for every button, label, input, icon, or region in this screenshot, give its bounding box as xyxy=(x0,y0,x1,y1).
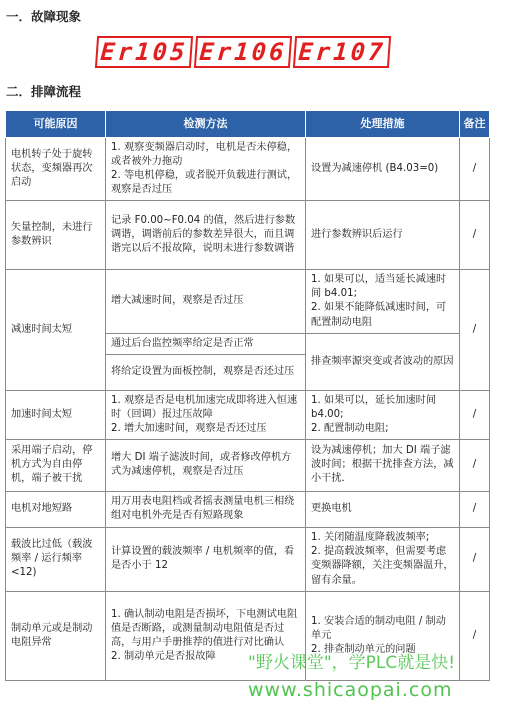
table-row xyxy=(6,138,490,201)
table-row xyxy=(6,439,490,491)
cell-method: 计算设置的载波频率 / 电机频率的值，看是否小于 12 xyxy=(106,527,306,591)
cell-method: 增大 DI 端子滤波时间，或者修改停机方式为减速停机，观察是否过压 xyxy=(106,439,306,491)
section-title-phenomenon: 一．故障现象 xyxy=(6,9,82,24)
cell-measure: 1. 如果可以，延长加速时间b4.00; 2. 配置制动电阻; xyxy=(306,390,460,439)
cell-cause: 电机转子处于旋转状态，变频器再次启动 xyxy=(6,138,106,201)
table-row xyxy=(6,390,490,439)
cell-method: 1. 确认制动电阻是否损坏，下电测试电阻值是否断路，或测量制动电阻值是否过高，与用户手册推荐的值进行对比确认 2. 制动单元是否报故障 xyxy=(106,591,306,680)
cell-cause: 电机对地短路 xyxy=(6,491,106,527)
cell-measure: 排查频率源突变或者波动的原因 xyxy=(306,333,460,390)
cell-measure: 更换电机 xyxy=(306,491,460,527)
cell-method: 增大减速时间，观察是否过压 xyxy=(106,270,306,333)
header-measure: 处理措施 xyxy=(306,111,460,138)
header-method: 检测方法 xyxy=(106,111,306,138)
cell-note: / xyxy=(460,270,490,390)
cell-method: 通过后台监控频率给定是否正常 xyxy=(106,333,306,354)
cell-cause: 采用端子启动，停机方式为自由停机，端子被干扰 xyxy=(6,439,106,491)
cell-cause: 矢量控制，未进行参数辨识 xyxy=(6,201,106,270)
error-code-display: Er106 xyxy=(194,36,292,68)
cell-method: 1. 观察变频器启动时，电机是否未停稳，或者被外力拖动 2. 等电机停稳，或者脱开负载进行测试，观察是否过压 xyxy=(106,138,306,201)
cell-note: / xyxy=(460,491,490,527)
cell-measure: 设置为减速停机 (B4.03=0) xyxy=(306,138,460,201)
cell-note: / xyxy=(460,138,490,201)
table-row xyxy=(6,270,490,333)
cell-measure: 1. 安装合适的制动电阻 / 制动单元 2. 排查制动单元的问题 xyxy=(306,591,460,680)
error-code-row xyxy=(96,36,390,68)
cell-measure: 1. 如果可以，适当延长减速时间 b4.01; 2. 如果不能降低减速时间，可配置制动电阻 xyxy=(306,270,460,333)
table-row xyxy=(6,201,490,270)
cell-cause: 载波比过低（载波频率 / 运行频率<12) xyxy=(6,527,106,591)
table-row xyxy=(6,527,490,591)
cell-method: 用万用表电阻档或者摇表测量电机三相绕组对电机外壳是否有短路现象 xyxy=(106,491,306,527)
cell-note: / xyxy=(460,201,490,270)
cell-note: / xyxy=(460,591,490,680)
cell-note: / xyxy=(460,439,490,491)
cell-measure: 1. 关闭随温度降载波频率; 2. 提高载波频率，但需要考虑变频器降额，关注变频器温升，留有余量。 xyxy=(306,527,460,591)
table-row xyxy=(6,491,490,527)
watermark-slogan: "野火课堂"，学PLC就是快! xyxy=(248,653,456,673)
cell-note: / xyxy=(460,527,490,591)
error-code-display: Er107 xyxy=(293,36,391,68)
cell-note: / xyxy=(460,390,490,439)
header-note: 备注 xyxy=(460,111,490,138)
cell-measure: 设为减速停机；加大 DI 端子滤波时间；根据干扰排查方法，减小干扰． xyxy=(306,439,460,491)
error-code-display: Er105 xyxy=(95,36,193,68)
troubleshooting-table xyxy=(5,110,490,681)
cell-cause: 制动单元或是制动电阻异常 xyxy=(6,591,106,680)
cell-method: 将给定设置为面板控制，观察是否还过压 xyxy=(106,354,306,390)
cell-method: 记录 F0.00~F0.04 的值，然后进行参数调谐，调谐前后的参数差异很大，而且调谐完以后不报故障，说明未进行参数调谐 xyxy=(106,201,306,270)
cell-method: 1. 观察是否是电机加速完成即将进入恒速时（回调）报过压故障 2. 增大加速时间，观察是否还过压 xyxy=(106,390,306,439)
table-header-row xyxy=(6,111,490,138)
cell-cause: 加速时间太短 xyxy=(6,390,106,439)
section-title-flow: 二．排障流程 xyxy=(6,84,82,99)
watermark-url: www.shicaopai.com xyxy=(248,679,453,701)
cell-measure: 进行参数辨识后运行 xyxy=(306,201,460,270)
header-cause: 可能原因 xyxy=(6,111,106,138)
cell-cause: 减速时间太短 xyxy=(6,270,106,390)
